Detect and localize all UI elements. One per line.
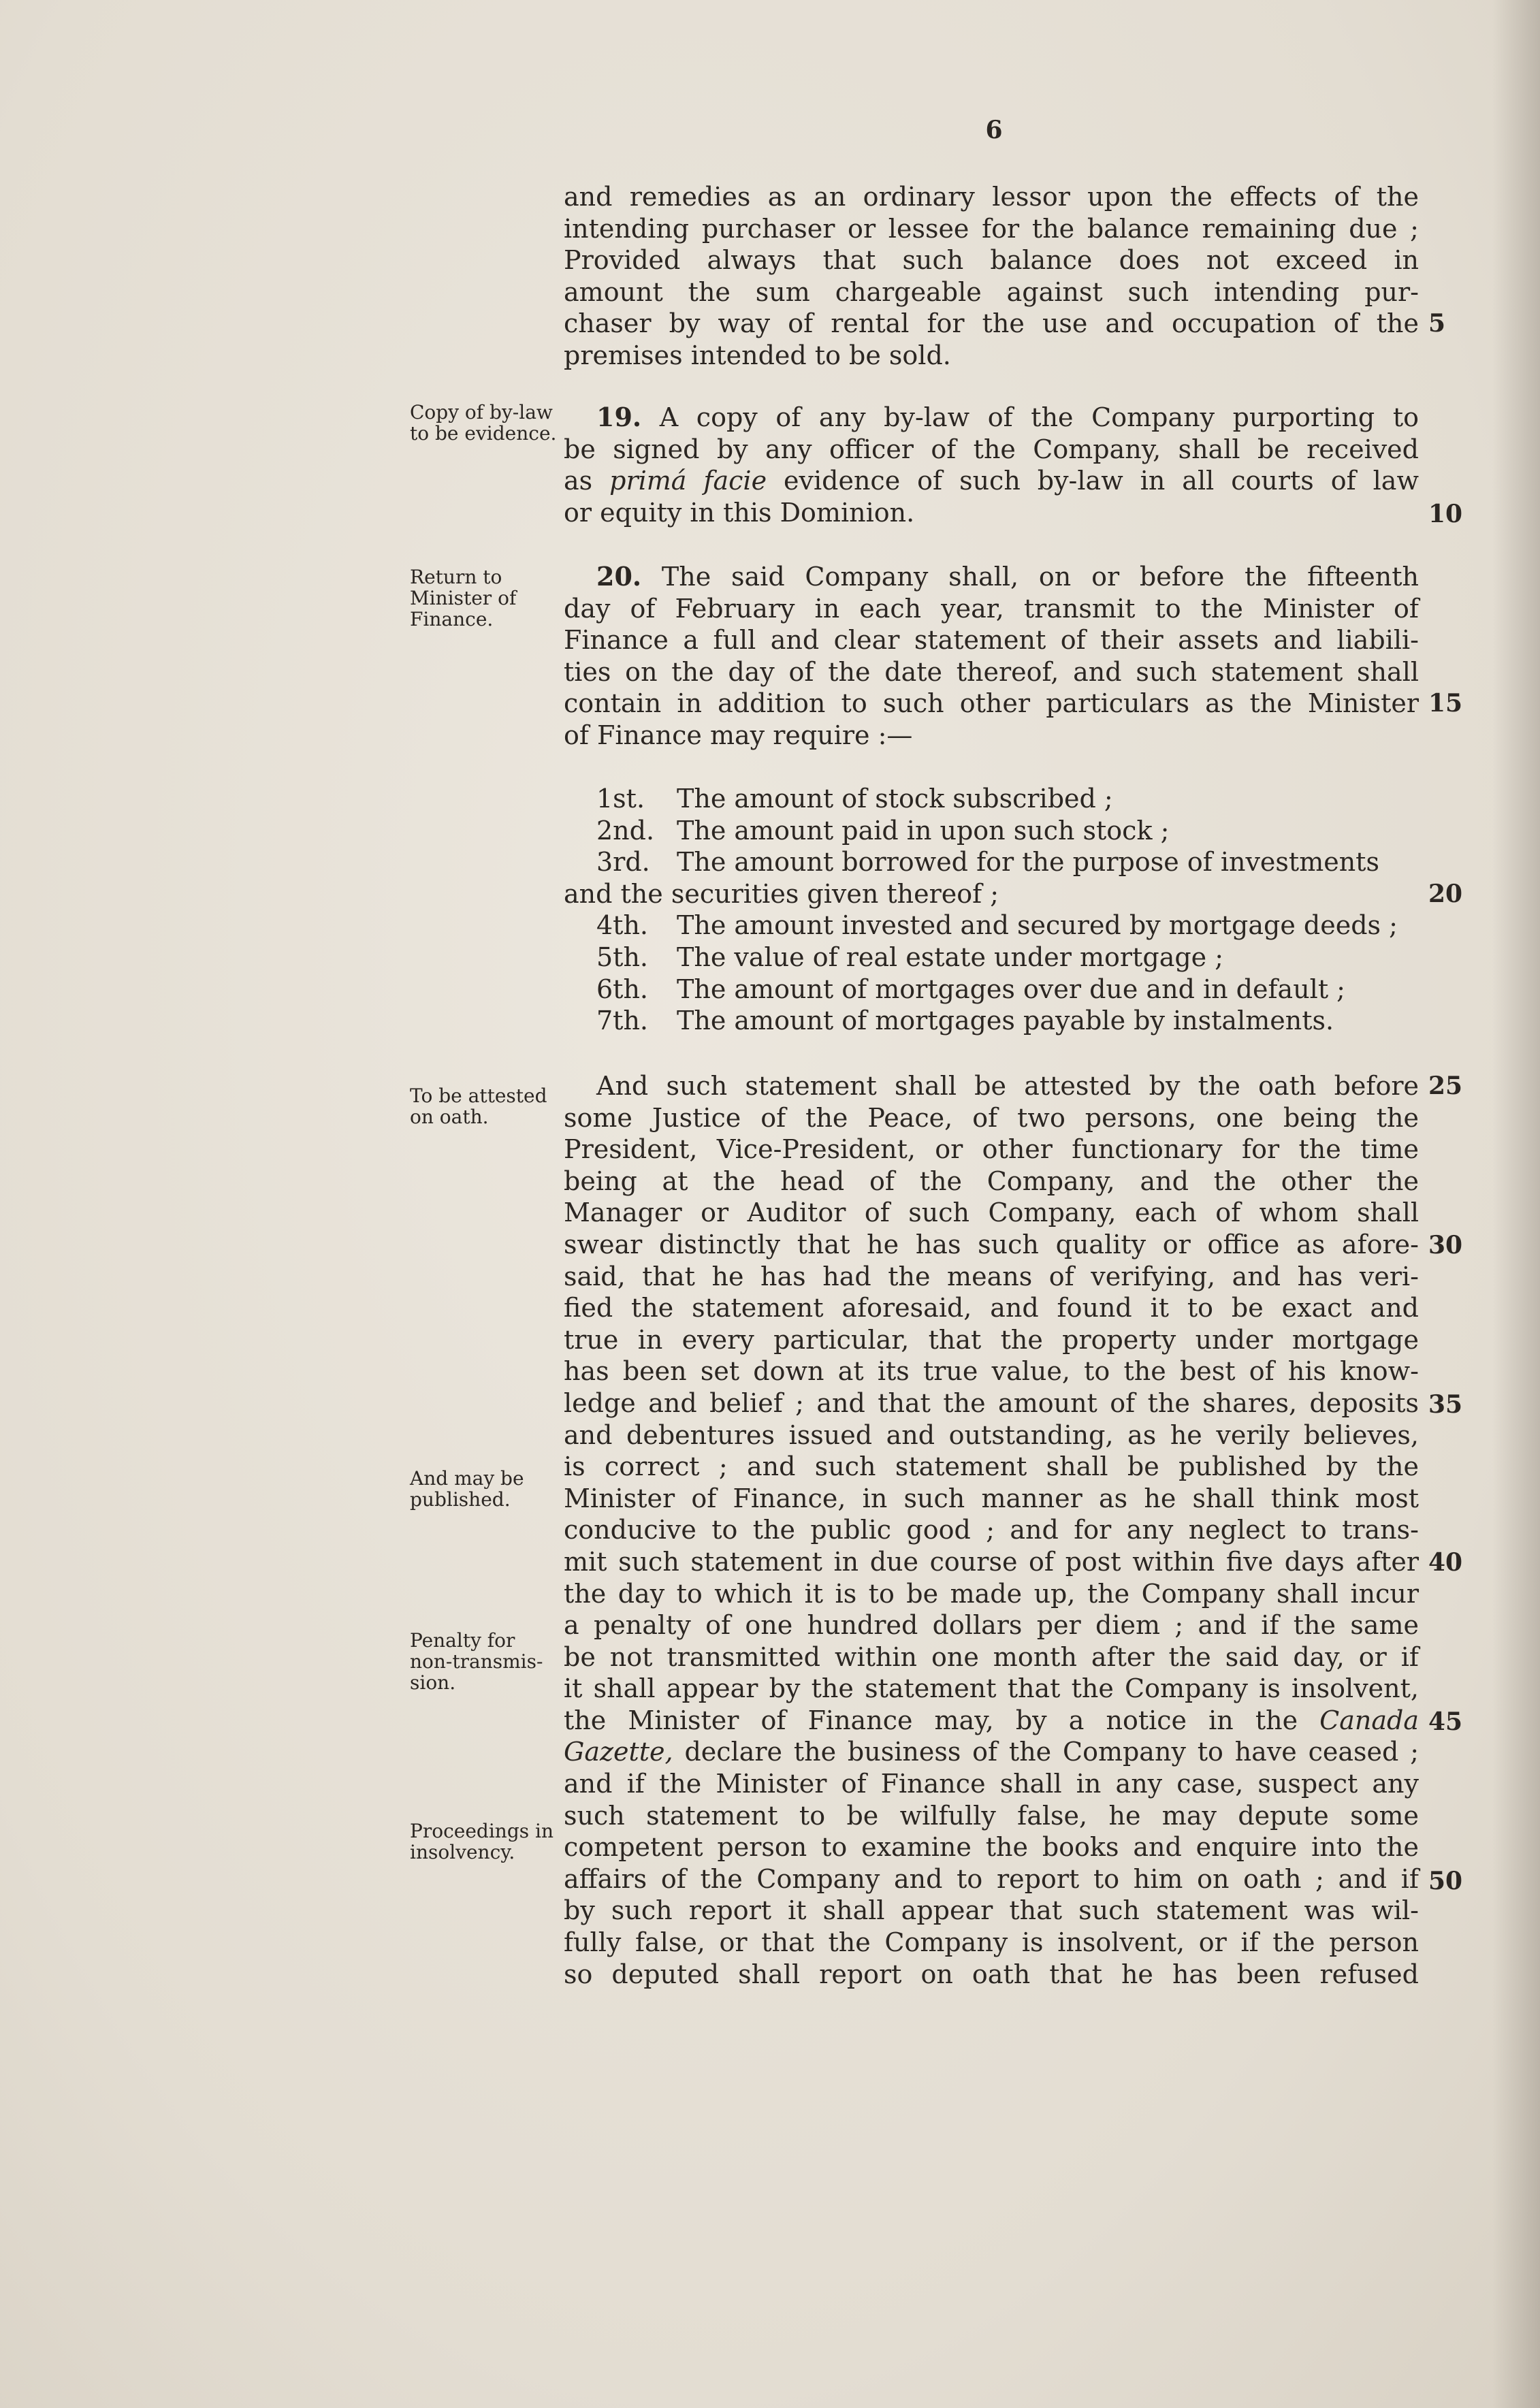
text-line: said, that he has had the means of verifying, and has veri- — [564, 1261, 1419, 1291]
spine-shadow — [1492, 0, 1540, 2408]
list-item: 7th. The amount of mortgages payable by instalments. — [596, 1006, 1334, 1036]
text-line: by such report it shall appear that such statement was wil- — [564, 1895, 1419, 1926]
text-line: some Justice of the Peace, of two persons, one being the — [564, 1102, 1419, 1133]
text-line: chaser by way of rental for the use and occupation of the — [564, 308, 1419, 339]
text-line: being at the head of the Company, and the other the — [564, 1166, 1419, 1196]
line-number: 45 — [1428, 1707, 1463, 1736]
list-item: 2nd. The amount paid in upon such stock ; — [596, 815, 1170, 846]
text-line: Manager or Auditor of such Company, each of whom shall — [564, 1198, 1419, 1228]
section-number: 19. — [596, 402, 642, 432]
italic-gazette: Gazette, — [564, 1737, 673, 1767]
text-line: the Minister of Finance may, by a notice in the Canada — [564, 1705, 1419, 1735]
page-number: 6 — [985, 116, 1003, 144]
italic-canada: Canada — [1319, 1705, 1419, 1735]
text-line: And such statement shall be attested by the oath before — [596, 1071, 1419, 1101]
text-line: be signed by any officer of the Company, shall be received — [564, 434, 1419, 464]
text-line: fully false, or that the Company is insolvent, or if the person — [564, 1927, 1419, 1958]
text-line: swear distinctly that he has such quality or office as afore- — [564, 1229, 1419, 1259]
line-number: 10 — [1428, 500, 1463, 528]
text-line: affairs of the Company and to report to him on oath ; and if — [564, 1863, 1419, 1894]
text-line: the day to which it is to be made up, the Company shall incur — [564, 1578, 1419, 1609]
closing-paragraph — [564, 1070, 1419, 1990]
margin-note-attested: To be attested on oath. — [410, 1085, 547, 1128]
line-number: 40 — [1428, 1548, 1463, 1577]
line-number: 5 — [1428, 309, 1446, 338]
list-item: 4th. The amount invested and secured by mortgage deeds ; — [596, 910, 1398, 941]
text-line: it shall appear by the statement that the Company is insolvent, — [564, 1673, 1419, 1704]
text-line: of Finance may require :— — [564, 720, 913, 750]
text-line: conducive to the public good ; and for any neglect to trans- — [564, 1515, 1419, 1545]
text-line: has been set down at its true value, to the best of his know- — [564, 1356, 1419, 1387]
section-19 — [564, 402, 1419, 528]
particulars-list — [564, 783, 1419, 1037]
line-number: 30 — [1428, 1231, 1463, 1259]
text-line: contain in addition to such other particulars as the Minister — [564, 688, 1419, 719]
line-number: 50 — [1428, 1867, 1463, 1895]
text-line: amount the sum chargeable against such intending pur- — [564, 276, 1419, 307]
list-item: 6th. The amount of mortgages over due and in default ; — [596, 974, 1345, 1004]
line-number: 35 — [1428, 1390, 1463, 1419]
text-line: Finance a full and clear statement of their assets and liabili- — [564, 625, 1419, 656]
margin-note-penalty: Penalty for non-transmis-sion. — [410, 1629, 543, 1694]
italic-phrase: primá facie — [609, 466, 767, 496]
text-line: and debentures issued and outstanding, as he verily believes, — [564, 1419, 1419, 1450]
text-line: such statement to be wilfully false, he may depute some — [564, 1800, 1419, 1831]
text-line: 19. A copy of any by-law of the Company purporting to — [596, 402, 1419, 432]
text-line: Gazette, declare the business of the Company to have ceased ; — [564, 1737, 1419, 1767]
text-line: or equity in this Dominion. — [564, 497, 915, 528]
text-line: be not transmitted within one month after the said day, or if — [564, 1641, 1419, 1672]
text-line: competent person to examine the books and enquire into the — [564, 1832, 1419, 1863]
line-number: 15 — [1428, 689, 1463, 718]
text-line: 20. The said Company shall, on or before the fifteenth — [596, 561, 1419, 592]
text-line: President, Vice-President, or other functionary for the time — [564, 1134, 1419, 1165]
text-line: mit such statement in due course of post within five days after — [564, 1546, 1419, 1577]
text-line: as primá facie evidence of such by-law in all courts of law — [564, 466, 1419, 496]
margin-note-by-law-evidence: Copy of by-law to be evidence. — [410, 401, 557, 445]
text-line: Provided always that such balance does not exceed in — [564, 245, 1419, 276]
text-line: and if the Minister of Finance shall in any case, suspect any — [564, 1769, 1419, 1799]
margin-note-published: And may be published. — [410, 1467, 524, 1511]
section-number: 20. — [596, 561, 642, 592]
text-line: Minister of Finance, in such manner as he shall think most — [564, 1483, 1419, 1513]
list-item: and the securities given thereof ; — [564, 878, 999, 909]
text-line: intending purchaser or lessee for the balance remaining due ; — [564, 213, 1419, 244]
line-number: 20 — [1428, 880, 1463, 908]
margin-note-return-to-minister: Return to Minister of Finance. — [410, 566, 517, 630]
text-line: true in every particular, that the property under mortgage — [564, 1324, 1419, 1355]
text-line: so deputed shall report on oath that he has been refused — [564, 1959, 1419, 1989]
list-item: 3rd. The amount borrowed for the purpose of investments — [596, 847, 1379, 878]
text-line: a penalty of one hundred dollars per diem ; and if the same — [564, 1610, 1419, 1641]
list-item: 1st. The amount of stock subscribed ; — [596, 784, 1113, 814]
text-line: ties on the day of the date thereof, and such statement shall — [564, 656, 1419, 687]
section-20 — [564, 561, 1419, 752]
text-line: is correct ; and such statement shall be published by the — [564, 1451, 1419, 1482]
text-line: fied the statement aforesaid, and found it to be exact and — [564, 1293, 1419, 1323]
text-line: ledge and belief ; and that the amount of the shares, deposits — [564, 1387, 1419, 1418]
margin-note-proceedings: Proceedings in insolvency. — [410, 1820, 554, 1863]
list-item: 5th. The value of real estate under mortgage ; — [596, 942, 1224, 972]
text-line: day of February in each year, transmit to the Minister of — [564, 593, 1419, 624]
text-line: premises intended to be sold. — [564, 340, 951, 370]
text-line: and remedies as an ordinary lessor upon the effects of the — [564, 182, 1419, 212]
line-number: 25 — [1428, 1072, 1463, 1100]
opening-paragraph — [564, 181, 1419, 372]
